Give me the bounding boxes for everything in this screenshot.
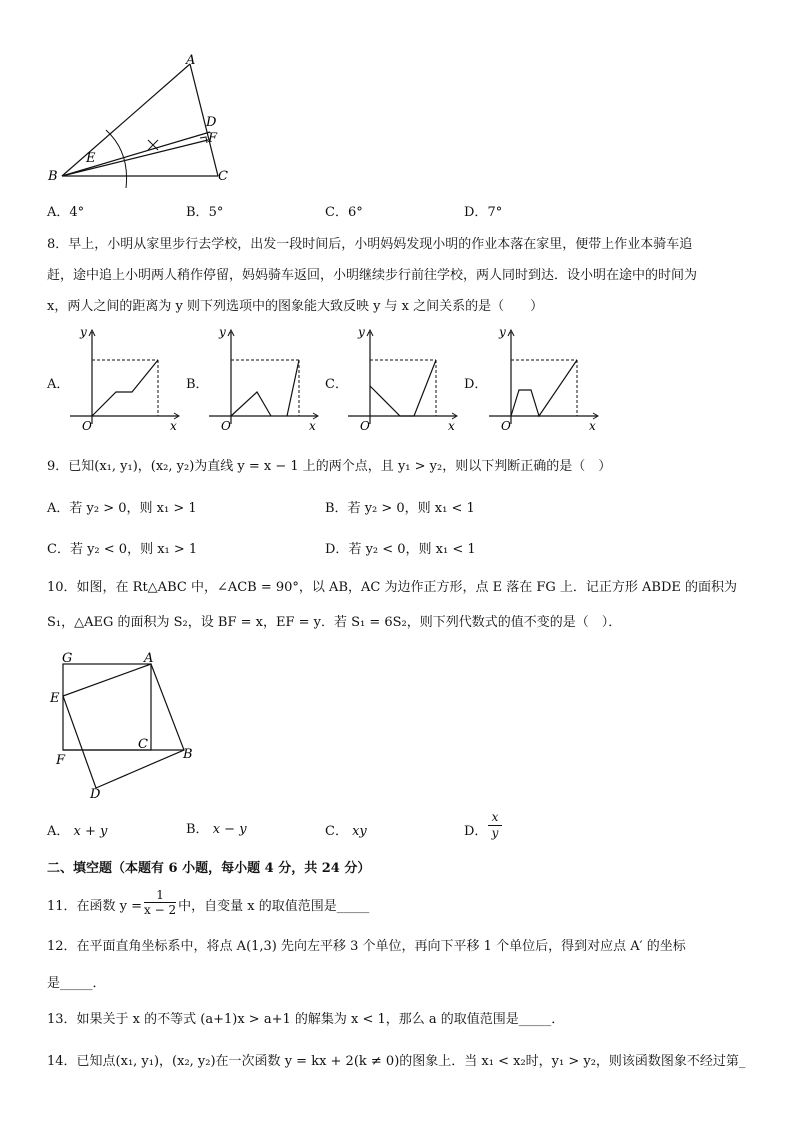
q10-stem-line2: S₁，△AEG 的面积为 S₂，设 BF = x，EF = y．若 S₁ = 6S₂，则下列代数式的值不变的是（ ）． (47, 615, 622, 630)
q9-option-c: C．若 y₂ < 0，则 x₁ > 1 (47, 542, 198, 557)
label-A: A (186, 53, 196, 68)
q7-option-d: D．7° (464, 205, 503, 220)
svg-text:O: O (221, 419, 231, 433)
svg-text:y: y (80, 325, 87, 339)
q8-option-b-label: B． (186, 377, 209, 392)
svg-text:x: x (589, 419, 596, 433)
svg-text:O: O (360, 419, 370, 433)
q9-option-d: D．若 y₂ < 0，则 x₁ < 1 (325, 542, 476, 557)
q11-stem: 11．在函数 y = $\frac{1}{x - 2}$ 中，自变量 x 的取值范围是_____ (47, 888, 370, 917)
q9-stem: 9．已知(x₁, y₁)，(x₂, y₂)为直线 y = x − 1 上的两个点，且 y₁ > y₂，则以下判断正确的是（ ） (47, 459, 612, 474)
svg-text:O: O (82, 419, 92, 433)
label-C: C (218, 169, 228, 184)
label-D: D (90, 787, 101, 802)
q9-option-b: B．若 y₂ > 0，则 x₁ < 1 (325, 501, 475, 516)
q12-stem-line2: 是_____． (47, 976, 106, 991)
svg-text:O: O (501, 419, 511, 433)
section-2-title: 二、填空题（本题有 6 小题，每小题 4 分，共 24 分） (47, 861, 371, 876)
q12-stem-line1: 12．在平面直角坐标系中，将点 A(1,3) 先向左平移 3 个单位，再向下平移 1 个单位后，得到对应点 A′ 的坐标 (47, 939, 686, 954)
label-B: B (48, 169, 58, 184)
q8-stem-line1: 8．早上，小明从家里步行去学校，出发一段时间后，小明妈妈发现小明的作业本落在家里，便带上作业本骑车追 (47, 237, 693, 252)
label-B: B (183, 747, 193, 762)
label-G: G (62, 651, 73, 666)
q10-stem-line1: 10．如图，在 Rt△ABC 中，∠ACB = 90°，以 AB，AC 为边作正方形，点 E 落在 FG 上．记正方形 ABDE 的面积为 (47, 580, 738, 595)
svg-text:x: x (448, 419, 455, 433)
label-D: D (206, 115, 217, 130)
q10-option-d-fraction: x y (488, 810, 502, 841)
label-C: C (138, 737, 148, 752)
q10-squares-figure (44, 646, 204, 802)
q13-stem: 13．如果关于 x 的不等式 (a+1)x > a+1 的解集为 x < 1，那么 a 的取值范围是_____． (47, 1012, 565, 1027)
q10-option-c: C． xy (325, 824, 367, 839)
svg-text:x: x (309, 419, 316, 433)
q10-option-a: A． x + y (47, 824, 108, 839)
q7-option-b: B．5° (186, 205, 224, 220)
q8-stem-line3: x，两人之间的距离为 y 则下列选项中的图象能大致反映 y 与 x 之间关系的是（ ） (47, 299, 544, 314)
q8-stem-line2: 赶，途中追上小明两人稍作停留，妈妈骑车返回，小明继续步行前往学校，两人同时到达．设小明在途中的时间为 (47, 268, 698, 283)
q7-triangle-figure (40, 52, 240, 188)
q8-graph-a (66, 324, 186, 434)
svg-text:y: y (358, 325, 365, 339)
svg-text:y: y (499, 325, 506, 339)
svg-text:y: y (219, 325, 226, 339)
label-F: F (56, 753, 66, 768)
label-E: E (86, 151, 96, 166)
svg-text:x: x (170, 419, 177, 433)
q14-stem: 14．已知点(x₁, y₁)，(x₂, y₂)在一次函数 y = kx + 2(k ≠ 0)的图象上．当 x₁ < x₂时，y₁ > y₂，则该函数图象不经过第_ (47, 1054, 746, 1069)
label-E: E (50, 691, 60, 706)
q9-option-a: A．若 y₂ > 0，则 x₁ > 1 (47, 501, 197, 516)
q8-option-a-label: A． (47, 377, 70, 392)
q8-option-c-label: C． (325, 377, 348, 392)
label-F: F (208, 131, 218, 146)
q7-option-c: C．6° (325, 205, 363, 220)
q8-graph-b (205, 324, 325, 434)
q8-graph-c (344, 324, 464, 434)
q10-option-d: D． (464, 824, 488, 839)
q8-option-d-label: D． (464, 377, 488, 392)
q7-option-a: A．4° (47, 205, 85, 220)
label-A: A (144, 651, 154, 666)
q8-graph-d (485, 324, 605, 434)
q10-option-b: B． x − y (186, 822, 247, 837)
